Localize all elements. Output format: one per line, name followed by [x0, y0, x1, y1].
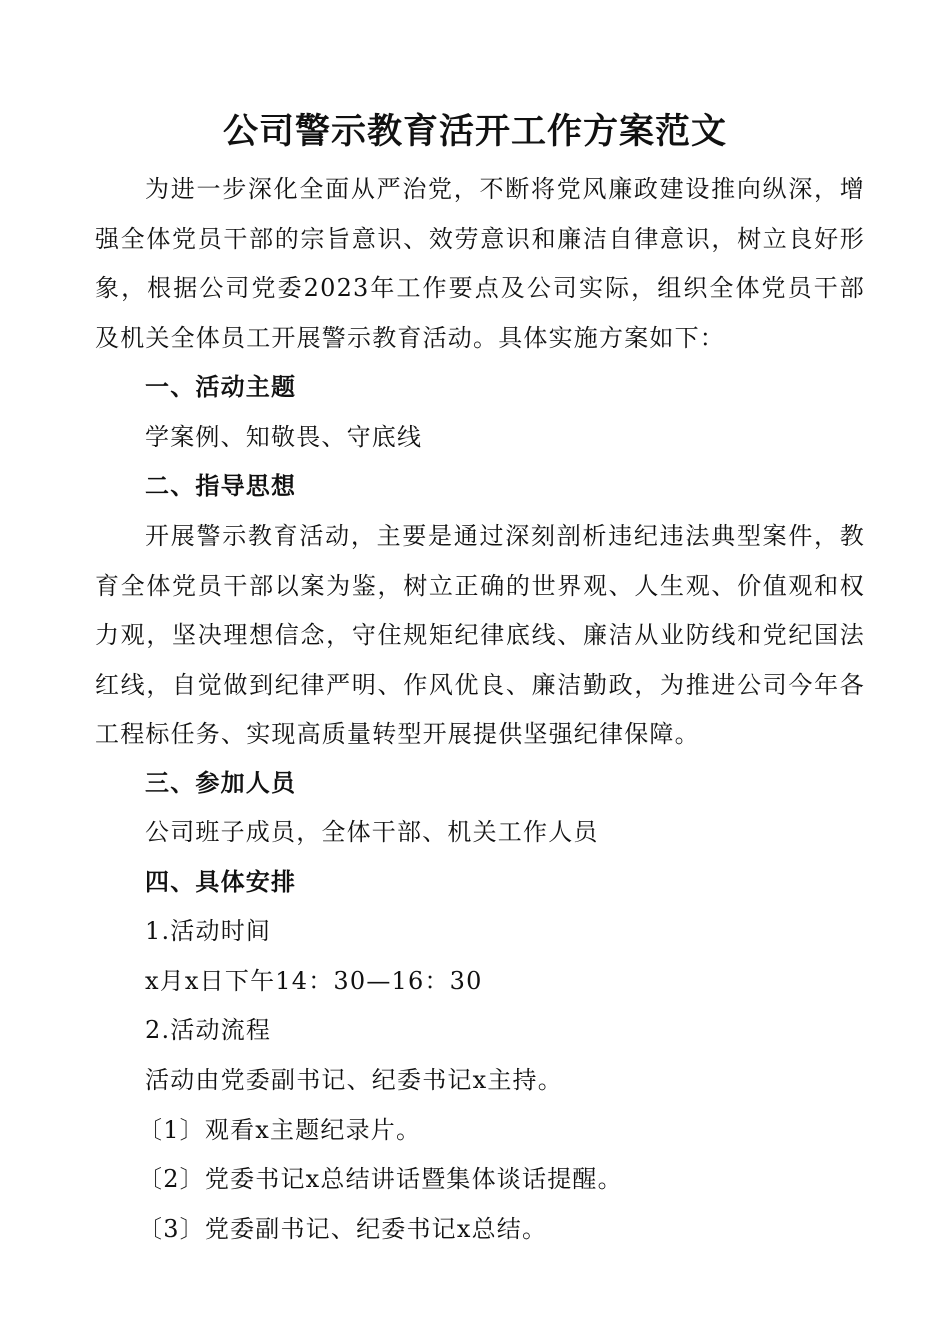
- flow-step: 〔1〕观看x主题纪录片。: [138, 1116, 422, 1144]
- section-heading-participants: 三、参加人员: [145, 768, 297, 797]
- section-heading-arrangement: 四、具体安排: [145, 867, 297, 896]
- section-content-guiding-thought: 开展警示教育活动，主要是通过深刻剖析违纪违法典型案件，教育全体党员干部以案为鉴，树立正确的世界观、人生观、价值观和权力观，坚决理想信念，守住规矩纪律底线、廉洁从业防线和党纪国法红线，自觉做到纪律严明、作风优良、廉洁勤政，为推进公司今年各工程标任务、实现高质量转型开展提供坚强纪律保障。: [95, 522, 865, 749]
- flow-step: 〔2〕党委书记x总结讲话暨集体谈话提醒。: [138, 1165, 623, 1193]
- activity-flow-label: 2.活动流程: [145, 1016, 272, 1044]
- intro-paragraph: 为进一步深化全面从严治党，不断将党风廉政建设推向纵深，增强全体党员干部的宗旨意识、效劳意识和廉洁自律意识，树立良好形象，根据公司党委2023年工作要点及公司实际，组织全体党员干部及机关全体员工开展警示教育活动。具体实施方案如下：: [95, 175, 865, 352]
- document-title: 公司警示教育活开工作方案范文: [222, 111, 727, 152]
- flow-step: 〔3〕党委副书记、纪委书记x总结。: [138, 1215, 548, 1243]
- section-content-participants: 公司班子成员，全体干部、机关工作人员: [145, 818, 599, 846]
- section-heading-theme: 一、活动主题: [145, 372, 297, 401]
- activity-time-label: 1.活动时间: [145, 917, 272, 945]
- section-heading-guiding-thought: 二、指导思想: [145, 471, 297, 500]
- activity-time-value: x月x日下午14：30—16：30: [145, 967, 483, 995]
- activity-flow-intro: 活动由党委副书记、纪委书记x主持。: [145, 1066, 563, 1094]
- section-content-theme: 学案例、知敬畏、守底线: [145, 423, 423, 451]
